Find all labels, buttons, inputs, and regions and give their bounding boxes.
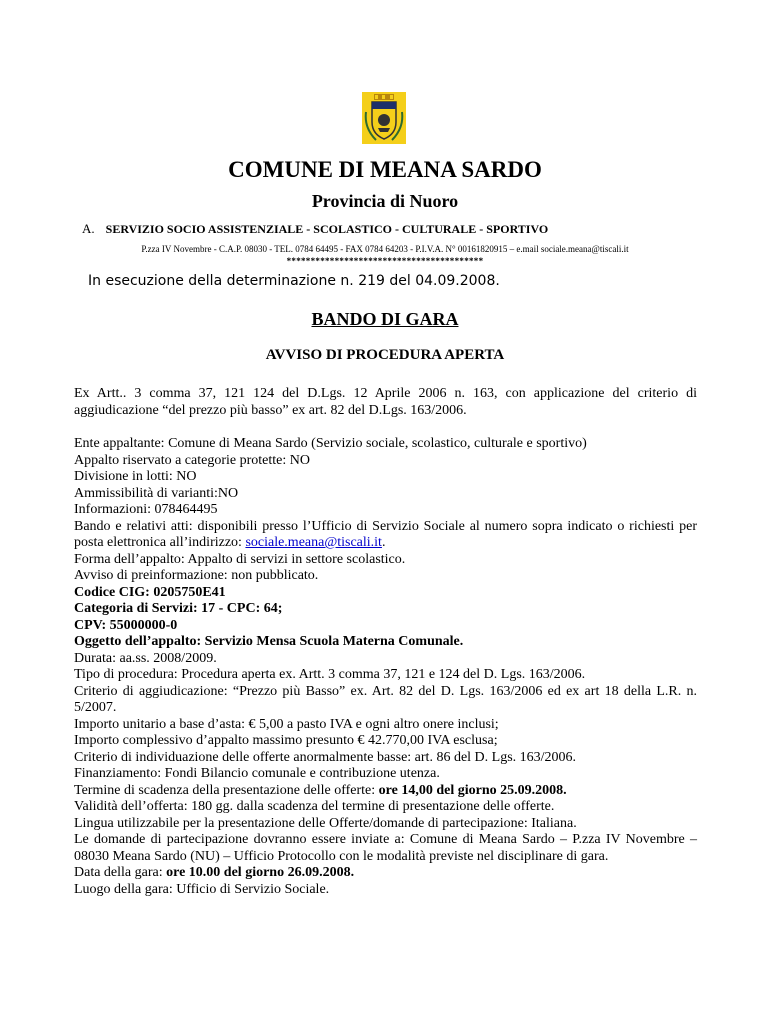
municipality-title: COMUNE DI MEANA SARDO — [228, 157, 542, 182]
detail-luogo: Luogo della gara: Ufficio di Servizio Sociale. — [74, 881, 330, 897]
detail-bando-atti-end: . — [381, 535, 386, 550]
detail-data-value: ore 10.00 del giorno 26.09.2008. — [166, 865, 355, 880]
tender-details — [74, 436, 697, 898]
detail-bando-atti — [74, 519, 697, 552]
avviso-title: AVVISO DI PROCEDURA APERTA — [265, 347, 505, 363]
detail-lingua: Lingua utilizzabile per la presentazione delle Offerte/domande di partecipazione: Italiana. — [74, 815, 577, 831]
service-heading — [82, 221, 548, 237]
contact-address: P.zza IV Novembre - C.A.P. 08030 - TEL. 0784 64495 - FAX 0784 64203 - P.I.V.A. N° 00161820915 – e.mail sociale.meana@tiscali.it — [141, 244, 629, 254]
detail-preinformazione: Avviso di preinformazione: non pubblicato. — [74, 568, 319, 583]
detail-forma: Forma dell’appalto: Appalto di servizi in settore scolastico. — [74, 551, 406, 567]
detail-lotti: Divisione in lotti: NO — [74, 469, 197, 484]
detail-ente: Ente appaltante: Comune di Meana Sardo (Servizio sociale, scolastico, culturale e sportivo) — [74, 436, 587, 451]
detail-informazioni: Informazioni: 078464495 — [74, 502, 218, 517]
service-list-marker: A. — [82, 221, 95, 236]
detail-termine-value: ore 14,00 del giorno 25.09.2008. — [378, 782, 567, 798]
detail-cig: Codice CIG: 0205750E41 — [74, 584, 226, 600]
detail-importo-complessivo: Importo complessivo d’appalto massimo presunto € 42.770,00 IVA esclusa; — [74, 733, 498, 748]
detail-oggetto: Oggetto dell’appalto: Servizio Mensa Scuola Materna Comunale. — [74, 634, 464, 649]
detail-criterio-offerte: Criterio di individuazione delle offerte anormalmente basse: art. 86 del D. Lgs. 163/2006. — [74, 749, 577, 765]
detail-bando-atti-text: Bando e relativi atti: disponibili presso l’Ufficio di Servizio Sociale al numero sopra indicato o richiesti per posta elettronica all’indirizzo: — [74, 518, 697, 550]
detail-cpv: CPV: 55000000-0 — [74, 617, 178, 633]
service-name: SERVIZIO SOCIO ASSISTENZIALE - SCOLASTICO - CULTURALE - SPORTIVO — [105, 222, 549, 236]
detail-durata: Durata: aa.ss. 2008/2009. — [74, 650, 217, 666]
detail-importo-unitario: Importo unitario a base d’asta: € 5,00 a pasto IVA e ogni altro onere inclusi; — [74, 716, 499, 732]
detail-data-label: Data della gara: — [74, 865, 167, 880]
intro-paragraph: Ex Artt.. 3 comma 37, 121 124 del D.Lgs. 12 Aprile 2006 n. 163, con applicazione del criterio di aggiudicazione “del prezzo più basso” ex art. 82 del D.Lgs. 163/2006. — [74, 386, 697, 418]
detail-varianti: Ammissibilità di varianti:NO — [74, 485, 239, 501]
separator-stars: ***************************************** — [286, 256, 484, 266]
detail-domande: Le domande di partecipazione dovranno essere inviate a: Comune di Meana Sardo – P.zza IV Novembre – 08030 Meana Sardo (NU) – Ufficio Protocollo con le modalità previste nel disciplinare di gara. — [74, 832, 697, 864]
detail-termine-label: Termine di scadenza della presentazione delle offerte: — [74, 782, 379, 798]
bando-title: BANDO DI GARA — [311, 309, 459, 329]
detail-validita: Validità dell’offerta: 180 gg. dalla scadenza del termine di presentazione delle offerte. — [74, 799, 555, 814]
detail-termine — [74, 783, 697, 800]
municipal-coat-of-arms-icon — [362, 92, 406, 144]
detail-finanziamento: Finanziamento: Fondi Bilancio comunale e contribuzione utenza. — [74, 766, 440, 781]
detail-tipo: Tipo di procedura: Procedura aperta ex. Artt. 3 comma 37, 121 e 124 del D. Lgs. 163/2006. — [74, 667, 586, 682]
detail-categoria: Categoria di Servizi: 17 - CPC: 64; — [74, 601, 283, 616]
execution-reference: In esecuzione della determinazione n. 219 del 04.09.2008. — [88, 273, 500, 289]
detail-criterio: Criterio di aggiudicazione: “Prezzo più Basso” ex. Art. 82 del D. Lgs. 163/2006 ed ex art 18 della L.R. n. 5/2007. — [74, 683, 697, 715]
email-link[interactable]: sociale.meana@tiscali.it — [245, 535, 382, 550]
detail-data — [74, 865, 697, 882]
province-subtitle: Provincia di Nuoro — [311, 191, 459, 211]
detail-riservato: Appalto riservato a categorie protette: NO — [74, 452, 310, 468]
